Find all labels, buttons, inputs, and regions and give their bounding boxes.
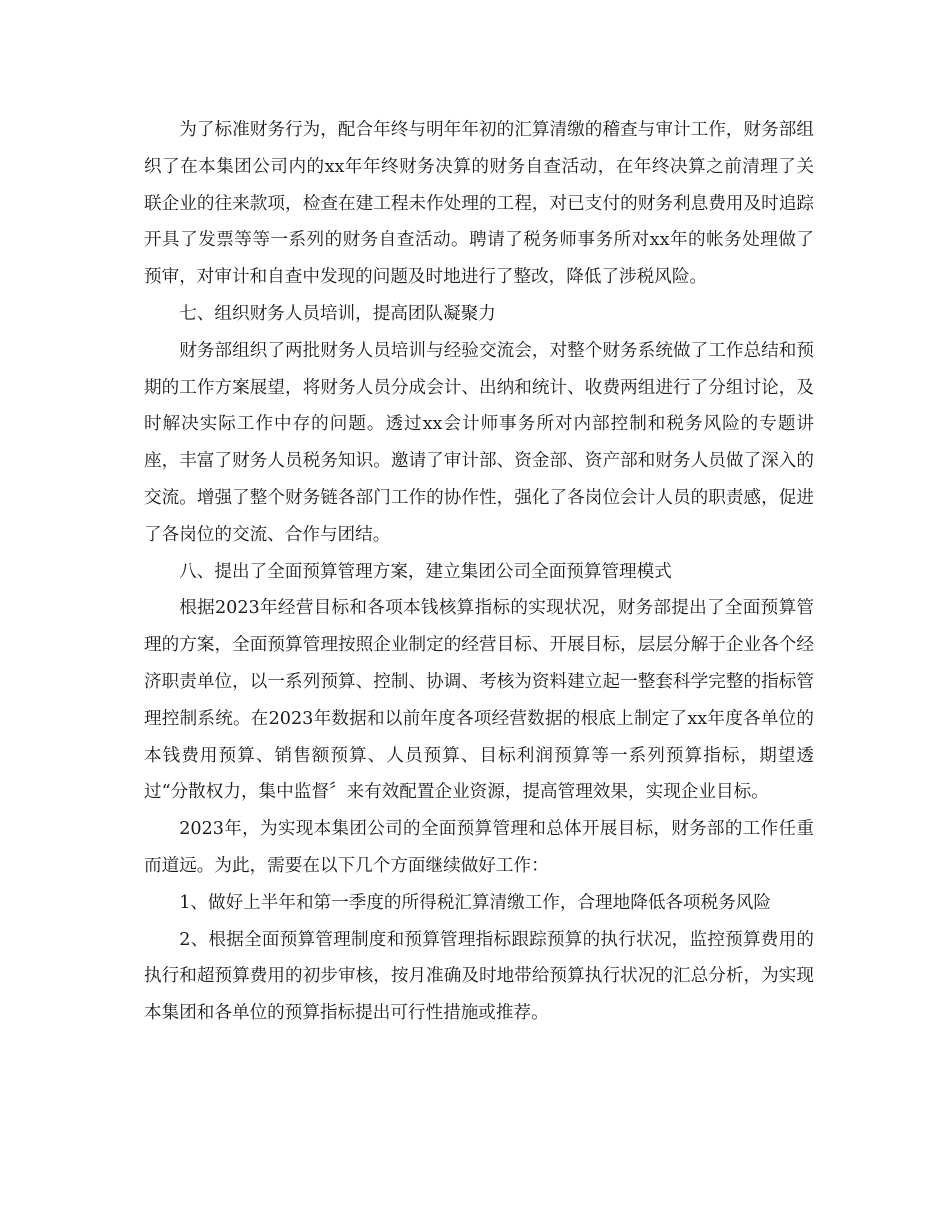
paragraph-training: 财务部组织了两批财务人员培训与经验交流会，对整个财务系统做了工作总结和预期的工作方案展望，将财务人员分成会计、出纳和统计、收费两组进行了分组讨论，及时解决实际工作中存的问题。透过xx会计师事务所对内部控制和税务风险的专题讲座，丰富了财务人员税务知识。邀请了审计部、资金部、资产部和财务人员做了深入的交流。增强了整个财务链各部门工作的协作性，强化了各岗位会计人员的职责感，促进了各岗位的交流、合作与团结。	[144, 340, 814, 545]
section-heading-8: 八、提出了全面预算管理方案，建立集团公司全面预算管理模式	[179, 561, 672, 582]
document-body	[144, 112, 814, 1032]
list-item-1: 1、做好上半年和第一季度的所得税汇算清缴工作，合理地降低各项税务风险	[179, 892, 771, 913]
paragraph-2023-goals: 2023年，为实现本集团公司的全面预算管理和总体开展目标，财务部的工作任重而道远。为此，需要在以下几个方面继续做好工作：	[144, 819, 814, 876]
paragraph-self-audit: 为了标准财务行为，配合年终与明年年初的汇算清缴的稽查与审计工作，财务部组织了在本集团公司内的xx年年终财务决算的财务自查活动，在年终决算之前清理了关联企业的往来款项，检查在建工程未作处理的工程，对已支付的财务利息费用及时追踪开具了发票等等一系列的财务自查活动。聘请了税务师事务所对xx年的帐务处理做了预审，对审计和自查中发现的问题及时地进行了整改，降低了涉税风险。	[144, 120, 814, 288]
paragraph-budget-plan: 根据2023年经营目标和各项本钱核算指标的实现状况，财务部提出了全面预算管理的方案，全面预算管理按照企业制定的经营目标、开展目标，层层分解于企业各个经济职责单位，以一系列预算、控制、协调、考核为资料建立起一整套科学完整的指标管理控制系统。在2023年数据和以前年度各项经营数据的根底上制定了xx年度各单位的本钱费用预算、销售额预算、人员预算、目标利润预算等一系列预算指标，期望透过“分散权力，集中监督〞来有效配置企业资源，提高管理效果，实现企业目标。	[144, 598, 814, 803]
list-item-2: 2、根据全面预算管理制度和预算管理指标跟踪预算的执行状况，监控预算费用的执行和超预算费用的初步审核，按月准确及时地带给预算执行状况的汇总分析，为实现本集团和各单位的预算指标提出可行性措施或推荐。	[144, 929, 814, 1024]
section-heading-7: 七、组织财务人员培训，提高团队凝聚力	[179, 303, 496, 324]
